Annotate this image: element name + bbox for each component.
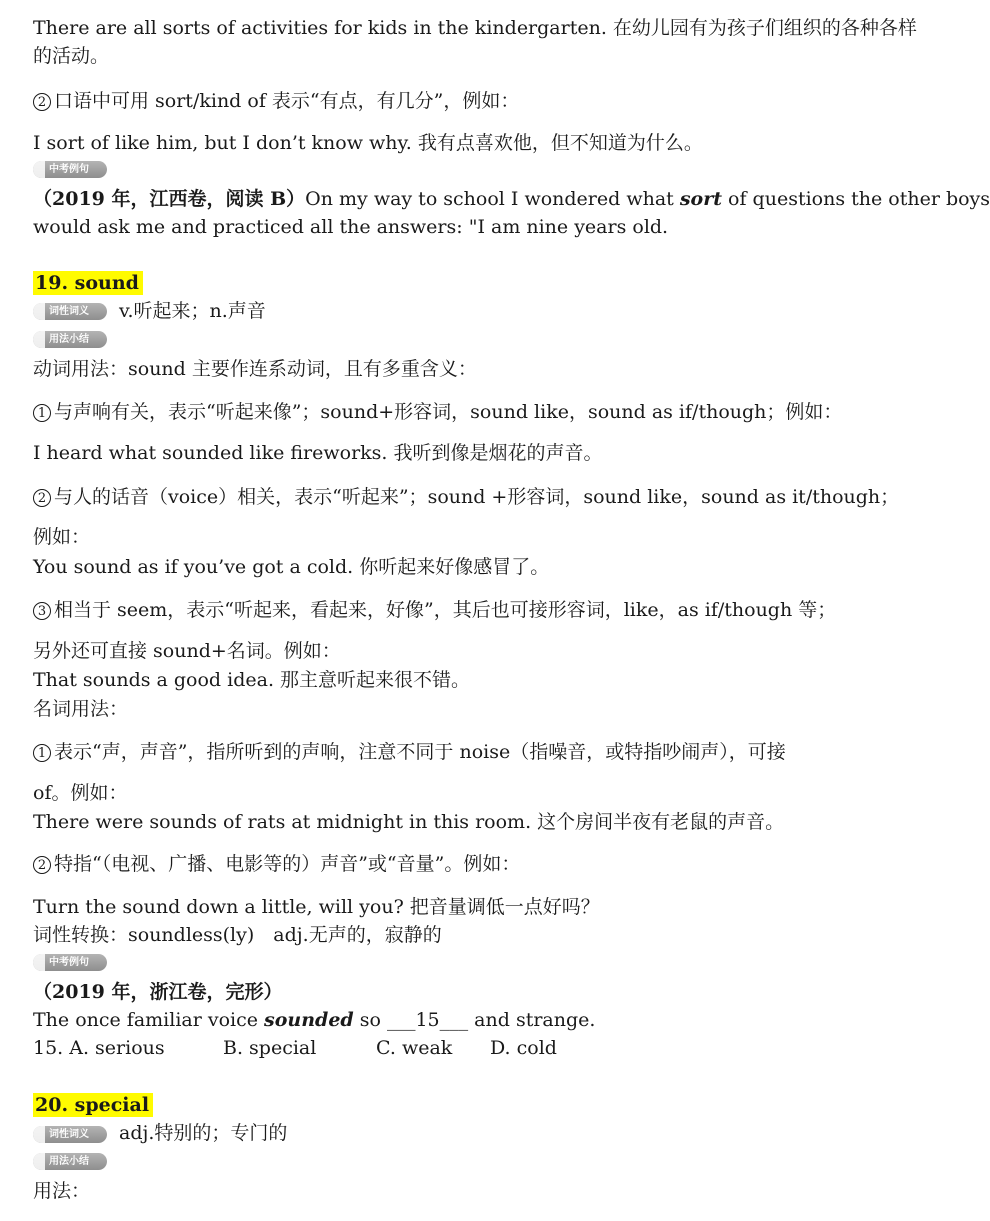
usage-summary-badge: 用法小结 bbox=[33, 1153, 107, 1170]
usage-text: 表示“声，声音”，指所听到的声响，注意不同于 noise（指噪音，或特指吵闹声），可接 bbox=[54, 741, 786, 763]
exam-example bbox=[33, 1008, 595, 1032]
circled-number: 2 bbox=[33, 93, 51, 111]
exam-text: so ___15___ and strange. bbox=[353, 1009, 596, 1031]
verb-usage-item-2 bbox=[33, 485, 899, 509]
option-c: C. weak bbox=[376, 1037, 453, 1059]
exam-example-cont: would ask me and practiced all the answers: "I am nine years old. bbox=[33, 216, 669, 238]
part-of-speech-badge: 词性词义 bbox=[33, 1126, 107, 1143]
noun-usage-item-1 bbox=[33, 740, 786, 764]
usage-text: 与声响有关，表示“听起来像”；sound+形容词，sound like，sound as if/though；例如： bbox=[54, 401, 843, 423]
option-a: 15. A. serious bbox=[33, 1037, 165, 1059]
circled-number: 1 bbox=[33, 404, 51, 422]
circled-number: 1 bbox=[33, 744, 51, 762]
noun-usage-item-2 bbox=[33, 852, 520, 876]
verb-usage-item-1 bbox=[33, 400, 842, 424]
example-sentence-cont: 的活动。 bbox=[33, 45, 110, 67]
exam-text: On my way to school I wondered what bbox=[305, 188, 680, 210]
example-sentence: Turn the sound down a little, will you? 把音量调低一点好吗？ bbox=[33, 896, 600, 918]
exam-example-badge: 中考例句 bbox=[33, 954, 107, 971]
usage-text: 口语中可用 sort/kind of 表示“有点，有几分”，例如： bbox=[54, 90, 520, 112]
example-sentence: That sounds a good idea. 那主意听起来很不错。 bbox=[33, 669, 471, 691]
exam-source-text: （2019 年，浙江卷，完形） bbox=[33, 981, 283, 1003]
circled-number: 2 bbox=[33, 856, 51, 874]
example-sentence: There were sounds of rats at midnight in this room. 这个房间半夜有老鼠的声音。 bbox=[33, 811, 785, 833]
usage-text-cont: 例如： bbox=[33, 526, 91, 548]
exam-source: （2019 年，江西卷，阅读 B） bbox=[33, 188, 306, 210]
entry-heading-special: 20. special bbox=[33, 1093, 153, 1117]
circled-number: 3 bbox=[33, 602, 51, 620]
usage-summary-badge: 用法小结 bbox=[33, 331, 107, 348]
exam-keyword: sounded bbox=[264, 1009, 354, 1031]
part-of-speech-text: adj.特别的；专门的 bbox=[119, 1122, 288, 1144]
part-of-speech-badge: 词性词义 bbox=[33, 303, 107, 320]
exam-keyword: sort bbox=[679, 188, 722, 210]
exam-example-badge: 中考例句 bbox=[33, 161, 107, 178]
exam-text: The once familiar voice bbox=[33, 1009, 265, 1031]
example-sentence: I sort of like him, but I don’t know why. 我有点喜欢他，但不知道为什么。 bbox=[33, 132, 703, 154]
example-sentence: I heard what sounded like fireworks. 我听到像是烟花的声音。 bbox=[33, 442, 603, 464]
option-d: D. cold bbox=[490, 1037, 557, 1059]
usage-text-cont: of。例如： bbox=[33, 782, 128, 804]
verb-usage-title: 动词用法：sound 主要作连系动词，且有多重含义： bbox=[33, 358, 477, 380]
verb-usage-item-3 bbox=[33, 598, 836, 622]
noun-usage-title: 名词用法： bbox=[33, 698, 129, 720]
usage-text: 相当于 seem，表示“听起来，看起来，好像”，其后也可接形容词，like，as if/though 等； bbox=[54, 599, 837, 621]
exam-source bbox=[33, 980, 283, 1004]
usage-title: 用法： bbox=[33, 1180, 91, 1202]
exam-example bbox=[33, 187, 990, 211]
example-sentence: You sound as if you’ve got a cold. 你听起来好像感冒了。 bbox=[33, 556, 550, 578]
option-b: B. special bbox=[223, 1037, 317, 1059]
usage-text-cont: 另外还可直接 sound+名词。例如： bbox=[33, 640, 341, 662]
usage-text: 与人的话音（voice）相关，表示“听起来”；sound +形容词，sound like，sound as it/though； bbox=[54, 486, 900, 508]
usage-item-2 bbox=[33, 89, 519, 113]
part-of-speech-text: v.听起来；n.声音 bbox=[119, 300, 266, 322]
circled-number: 2 bbox=[33, 489, 51, 507]
usage-text: 特指“（电视、广播、电影等的）声音”或“音量”。例如： bbox=[54, 853, 521, 875]
entry-heading-sound: 19. sound bbox=[33, 271, 143, 295]
exam-text: of questions the other boys bbox=[722, 188, 990, 210]
example-sentence: There are all sorts of activities for kids in the kindergarten. 在幼儿园有为孩子们组织的各种各样 bbox=[33, 17, 917, 39]
word-conversion: 词性转换：soundless(ly) adj.无声的，寂静的 bbox=[33, 924, 442, 946]
